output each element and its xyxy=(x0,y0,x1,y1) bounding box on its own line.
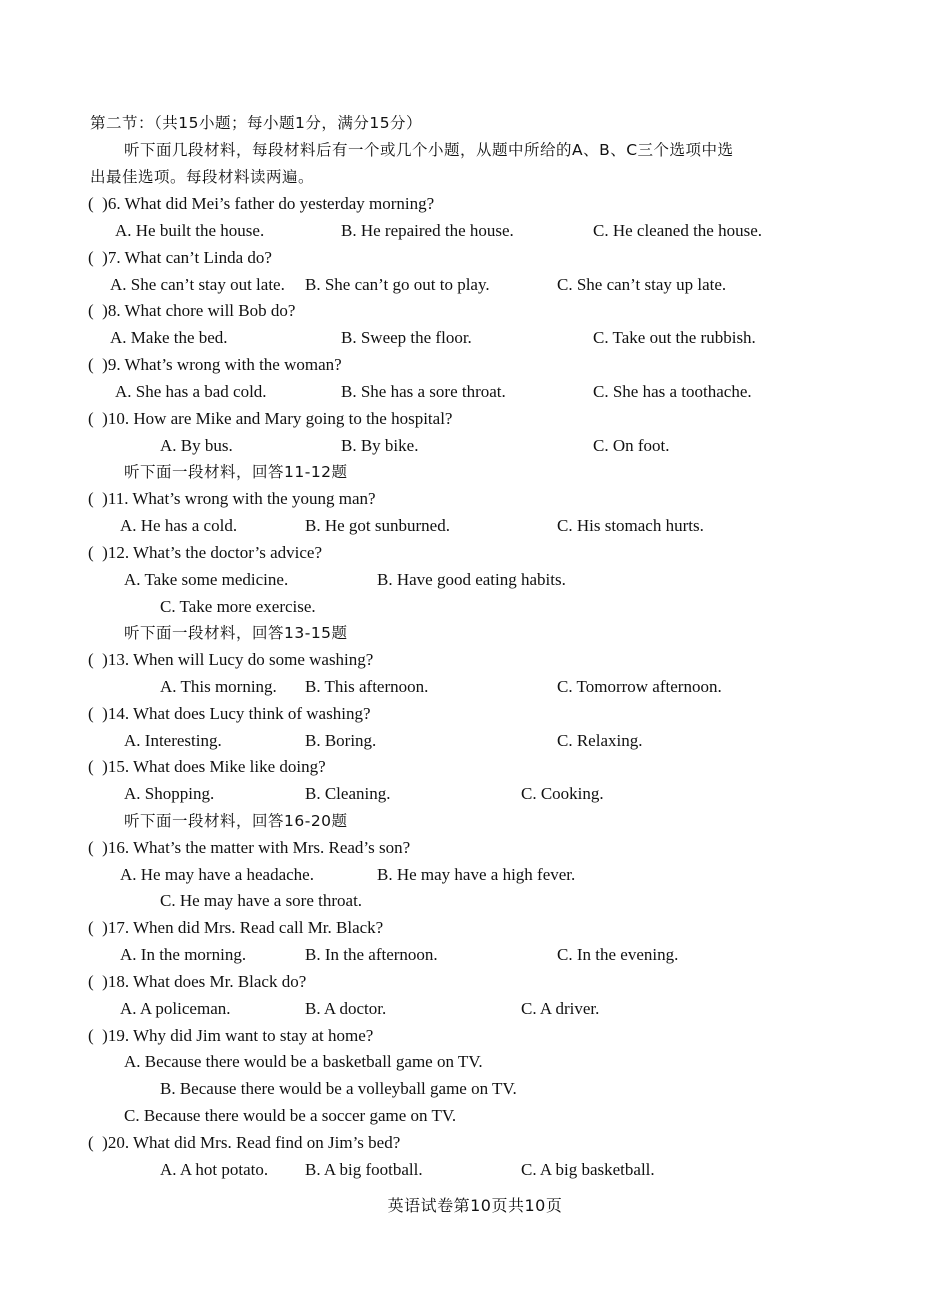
group-note-13-15: 听下面一段材料，回答13-15题 xyxy=(124,624,348,642)
section-header: 第二节：（共15小题；每小题1分，满分15分） xyxy=(90,114,423,132)
option-c-11: C. His stomach hurts. xyxy=(557,516,704,535)
option-c-16: C. He may have a sore throat. xyxy=(160,891,363,910)
option-b-7: B. She can’t go out to play. xyxy=(305,275,490,294)
option-b-14: B. Boring. xyxy=(305,731,377,750)
option-a-13: A. This morning. xyxy=(160,677,277,696)
option-c-20: C. A big basketball. xyxy=(521,1160,655,1179)
question-stem-10: ( )10. How are Mike and Mary going to the hospital? xyxy=(88,409,453,428)
option-c-15: C. Cooking. xyxy=(521,784,604,803)
option-a-16: A. He may have a headache. xyxy=(120,865,314,884)
question-stem-8: ( )8. What chore will Bob do? xyxy=(88,301,296,320)
option-b-20: B. A big football. xyxy=(305,1160,423,1179)
option-a-8: A. Make the bed. xyxy=(110,328,228,347)
option-c-10: C. On foot. xyxy=(593,436,670,455)
question-stem-15: ( )15. What does Mike like doing? xyxy=(88,757,326,776)
page-footer: 英语试卷第10页共10页 xyxy=(387,1196,563,1215)
option-a-7: A. She can’t stay out late. xyxy=(110,275,285,294)
option-b-19: B. Because there would be a volleyball game on TV. xyxy=(160,1079,517,1098)
question-stem-7: ( )7. What can’t Linda do? xyxy=(88,248,272,267)
option-a-12: A. Take some medicine. xyxy=(124,570,289,589)
group-note-11-12: 听下面一段材料，回答11-12题 xyxy=(124,463,348,481)
option-b-8: B. Sweep the floor. xyxy=(341,328,472,347)
option-c-6: C. He cleaned the house. xyxy=(593,221,762,240)
option-b-6: B. He repaired the house. xyxy=(341,221,514,240)
option-c-7: C. She can’t stay up late. xyxy=(557,275,727,294)
question-stem-12: ( )12. What’s the doctor’s advice? xyxy=(88,543,322,562)
option-c-8: C. Take out the rubbish. xyxy=(593,328,756,347)
option-c-18: C. A driver. xyxy=(521,999,600,1018)
option-b-17: B. In the afternoon. xyxy=(305,945,438,964)
option-a-9: A. She has a bad cold. xyxy=(115,382,267,401)
group-note-16-20: 听下面一段材料，回答16-20题 xyxy=(124,812,348,830)
option-b-18: B. A doctor. xyxy=(305,999,387,1018)
question-stem-9: ( )9. What’s wrong with the woman? xyxy=(88,355,342,374)
section-instruction-cont: 出最佳选项。每段材料读两遍。 xyxy=(90,168,315,186)
question-stem-16: ( )16. What’s the matter with Mrs. Read’s son? xyxy=(88,838,411,857)
option-a-19: A. Because there would be a basketball game on TV. xyxy=(124,1052,483,1071)
option-b-12: B. Have good eating habits. xyxy=(377,570,566,589)
option-c-14: C. Relaxing. xyxy=(557,731,643,750)
question-stem-19: ( )19. Why did Jim want to stay at home? xyxy=(88,1026,374,1045)
question-stem-20: ( )20. What did Mrs. Read find on Jim’s bed? xyxy=(88,1133,401,1152)
question-stem-11: ( )11. What’s wrong with the young man? xyxy=(88,489,376,508)
option-a-6: A. He built the house. xyxy=(115,221,265,240)
option-a-10: A. By bus. xyxy=(160,436,233,455)
option-a-17: A. In the morning. xyxy=(120,945,247,964)
option-c-19: C. Because there would be a soccer game on TV. xyxy=(124,1106,457,1125)
option-a-20: A. A hot potato. xyxy=(160,1160,269,1179)
option-a-11: A. He has a cold. xyxy=(120,516,238,535)
option-b-11: B. He got sunburned. xyxy=(305,516,450,535)
question-stem-13: ( )13. When will Lucy do some washing? xyxy=(88,650,374,669)
option-b-10: B. By bike. xyxy=(341,436,419,455)
question-stem-17: ( )17. When did Mrs. Read call Mr. Black? xyxy=(88,918,384,937)
question-stem-14: ( )14. What does Lucy think of washing? xyxy=(88,704,371,723)
option-a-15: A. Shopping. xyxy=(124,784,215,803)
question-stem-18: ( )18. What does Mr. Black do? xyxy=(88,972,307,991)
section-instruction: 听下面几段材料，每段材料后有一个或几个小题，从题中所给的A、B、C三个选项中选 xyxy=(124,141,734,159)
option-b-15: B. Cleaning. xyxy=(305,784,391,803)
option-a-18: A. A policeman. xyxy=(120,999,231,1018)
option-c-12: C. Take more exercise. xyxy=(160,597,316,616)
option-a-14: A. Interesting. xyxy=(124,731,222,750)
option-c-9: C. She has a toothache. xyxy=(593,382,752,401)
option-b-9: B. She has a sore throat. xyxy=(341,382,506,401)
option-b-13: B. This afternoon. xyxy=(305,677,429,696)
option-b-16: B. He may have a high fever. xyxy=(377,865,576,884)
option-c-17: C. In the evening. xyxy=(557,945,679,964)
option-c-13: C. Tomorrow afternoon. xyxy=(557,677,722,696)
question-stem-6: ( )6. What did Mei’s father do yesterday morning? xyxy=(88,194,435,213)
